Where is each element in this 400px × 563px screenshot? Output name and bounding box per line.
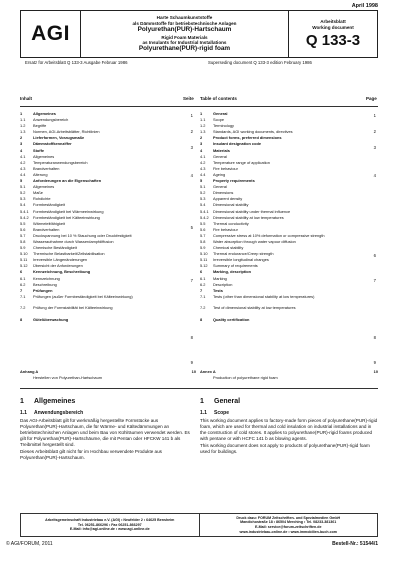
toc-entry-number: 4.1 (200, 153, 206, 159)
toc-page-number: 9 (373, 360, 376, 365)
toc-entry-title: Lieferformen, Vorzugsmaße (33, 135, 85, 141)
toc-entry-number: 4 (200, 147, 203, 153)
toc-entry-title: General (213, 184, 227, 190)
toc-page-number: 4 (190, 173, 193, 178)
toc-entry-title: Scope (213, 117, 225, 123)
toc-entry-number: 5.8 (200, 238, 206, 244)
title-en-line-2: as Insulants for Industrial Installations (142, 40, 227, 46)
issue-date: April 1998 (351, 3, 378, 9)
agi-logo: AGI (31, 22, 70, 45)
section-number-en: 1 (200, 398, 204, 405)
toc-entry-number: 5.6 (200, 226, 206, 232)
annex-de (20, 369, 196, 381)
toc-entry-number: 5.5 (20, 220, 26, 226)
toc-entry-title: Anforderungen an die Eigenschaften (33, 178, 102, 184)
toc-entry-number: 5.4.2 (20, 214, 29, 220)
toc-entry-title: Rohdichte (33, 196, 51, 202)
toc-entry-number: 5.4.2 (200, 214, 209, 220)
toc-entry-number: 5.3 (20, 196, 26, 202)
toc-entry-title: Stoffe (33, 147, 45, 153)
publisher-footer (20, 513, 378, 537)
toc-entry-title: Apparent density (213, 196, 243, 202)
toc-entry-number: 7.1 (200, 293, 206, 299)
annex-text-en: Production of polyurethane rigid foam (213, 375, 278, 380)
toc-entry (20, 317, 196, 323)
toc-entry-title: Tests (other than dimensional stability at low temperatures) (213, 293, 315, 299)
toc-entry-title: Ageing (213, 171, 226, 177)
footer-left-line-1: Arbeitsgemeinschaft Industriebau e.V. (AGI) • Neufelder 2 • 64625 Bensheim (45, 518, 175, 523)
annex-label-de: Anhang A (20, 369, 39, 374)
toc-page-number: 1 (373, 113, 376, 118)
toc-page-number: 4 (373, 173, 376, 178)
subsection-title-de: Anwendungsbereich (34, 410, 84, 416)
toc-entry-title: Fire behaviour (213, 226, 238, 232)
toc-entry-title: Dimensional stability under thermal influence (213, 208, 291, 214)
toc-entry-number: 1.3 (200, 129, 206, 135)
annex-label-en: Annex A (200, 369, 216, 374)
toc-list-de (20, 111, 196, 323)
paragraph-de-1: Das AGI-Arbeitsblatt gilt für werkmäßig hergestellte Formstücke aus Polyurethan(PUR)-Hartschaum, die für Wärme- und Kältedämmungen an betriebstechnischen Anlagen und beim Bau von Kühlräumen verwendet werden. Es gilt für Polyurethan(PUR)-Hartschäume, die mit Pentan oder HFCKW 141 b als Treibmittel hergestellt sind. (20, 418, 190, 447)
toc-entry-number: 5.9 (20, 245, 26, 251)
toc-entry-number: 5.4 (20, 202, 26, 208)
toc-entry-title: Tests (213, 287, 223, 293)
toc-entry-title: Irreversible Längenänderungen (33, 257, 88, 263)
footer-agi-address (21, 514, 200, 536)
toc-entry-title: Maße (33, 190, 43, 196)
toc-entry-title: Formbeständigkeit (33, 202, 66, 208)
toc-entry-title: Materials (213, 147, 230, 153)
toc-entry-title: Compressive stress at 10% deformation or compressive strength (213, 232, 325, 238)
section-number-de: 1 (20, 398, 24, 405)
toc-entry-number: 7 (200, 287, 203, 293)
toc-entry-number: 5.2 (200, 190, 206, 196)
toc-entry-number: 5.1 (20, 184, 26, 190)
subsection-number-de: 1.1 (20, 410, 27, 416)
toc-entry-number: 3 (200, 141, 203, 147)
toc-entry-title: Gütelüberwachung (33, 316, 69, 322)
title-block (81, 11, 289, 57)
toc-page-number: 8 (373, 335, 376, 340)
copyright: © AGI/FORUM, 2011 (6, 541, 53, 547)
toc-page-number: 3 (190, 145, 193, 150)
subsection-heading-en (200, 410, 378, 416)
toc-entry-title: Chemical stability (213, 245, 244, 251)
toc-entry-title: Standards, AGI working documents, directives (213, 129, 293, 135)
toc-entry-number: 6.2 (20, 281, 26, 287)
toc-entry-title: Irreversible longitudinal changes (213, 257, 269, 263)
toc-entry-number: 7 (20, 287, 23, 293)
toc-entry-title: Insulant designation code (213, 141, 261, 147)
toc-page-number: 5 (190, 225, 193, 230)
footer-left-line-2: Tel. 06251-866296 • Fax 06251-866297 (77, 522, 142, 527)
toc-entry-title: Thermische Belastbarkeit/Zellstabilisation (33, 251, 105, 257)
toc-entry-title: Normen, AGI-Arbeitsblätter, Richtlinien (33, 129, 100, 135)
toc-entry-title: Anwendungsbereich (33, 117, 69, 123)
toc-entry-number: 4.3 (20, 165, 26, 171)
toc-entry-number: 5.1 (200, 184, 206, 190)
toc-entry-title: Kennzeichnung, Beschreibung (33, 269, 91, 275)
footer-right-line-4: www.industriebau-online.de • www.immobilien-buch.com (239, 529, 337, 534)
toc-entry-number: 5.4 (200, 202, 206, 208)
toc-entry-number: 4 (20, 147, 23, 153)
subsection-heading-de (20, 410, 194, 416)
toc-entry-title: General (213, 153, 227, 159)
toc-entry-title: Test of dimensional stability at low temperatures (213, 305, 296, 311)
supersedes-de: Ersatz für Arbeitsblatt Q 133-3 Ausgabe Februar 1986 (25, 60, 128, 65)
title-en-line-3: Polyurethane(PUR)-rigid foam (138, 45, 231, 53)
toc-entry-number: 5.11 (200, 257, 208, 263)
toc-entry-number: 5.7 (200, 232, 206, 238)
section-heading-de (20, 398, 194, 405)
toc-entry-title: Prüfungen (außer Formbeständigkeit bei Kälteeinwirkung) (33, 293, 133, 299)
toc-entry-title: Terminology (213, 123, 234, 129)
toc-entry-number: 5.6 (20, 226, 26, 232)
toc-list-en (200, 111, 378, 323)
toc-page-number: 7 (190, 278, 193, 283)
toc-entry-number: 5.2 (20, 190, 26, 196)
toc-entry-number: 5.3 (200, 196, 206, 202)
toc-entry-number: 5.10 (200, 251, 208, 257)
toc-entry-number: 5.8 (20, 238, 26, 244)
title-de-line-2: als Dämmstoffe für betriebstechnische Anlagen (132, 20, 237, 26)
toc-entry-title: Allgemeines (33, 184, 55, 190)
toc-page-label-en: Page (366, 96, 377, 101)
toc-entry (200, 294, 378, 306)
toc-entry-number: 7.2 (20, 305, 26, 311)
toc-entry-title: Marking, description (213, 269, 252, 275)
toc-entry-number: 5.7 (20, 232, 26, 238)
toc-entry-number: 5.4.1 (20, 208, 29, 214)
toc-entry-title: Dimensional stability (213, 202, 249, 208)
toc-page-number: 2 (373, 129, 376, 134)
bottom-line (6, 541, 378, 547)
toc-entry (200, 317, 378, 323)
subsection-title-en: Scope (214, 410, 230, 416)
toc-entry-number: 2 (20, 135, 23, 141)
toc-entry-title: Brandverhalten (33, 226, 60, 232)
toc-entry-title: Allgemeines (33, 153, 55, 159)
toc-entry-title: Alterung (33, 171, 48, 177)
toc-page-number: 8 (190, 335, 193, 340)
section-title-de: Allgemeines (34, 398, 76, 405)
toc-entry-title: Beschreibung (33, 281, 57, 287)
toc-entry-title: Dimensional stability at low temperatures (213, 214, 284, 220)
toc-entry-number: 6.1 (20, 275, 26, 281)
toc-entry (20, 305, 196, 317)
toc-entry-number: 5.12 (200, 263, 208, 269)
toc-entry-number: 2 (200, 135, 203, 141)
toc-entry-title: Fire behaviour (213, 165, 238, 171)
toc-page-number: 1 (190, 113, 193, 118)
toc-entry-number: 5.5 (200, 220, 206, 226)
toc-entry-number: 6 (200, 269, 203, 275)
annex-page-de: 10 (191, 369, 196, 374)
toc-entry-title: Druckspannung bei 10 % Stauchung oder Druckfestigkeit (33, 232, 132, 238)
toc-entry-number: 1.2 (20, 123, 26, 129)
toc-entry (200, 305, 378, 317)
toc-entry-number: 4.4 (20, 171, 26, 177)
paragraph-en-2: This working document does not apply to products of polyurethane(PUR)-rigid foam used for buildings. (200, 443, 370, 454)
toc-entry-number: 5 (20, 178, 23, 184)
footer-left-line-3: E-Mail: info@agi-online.de • www.agi-online.de (69, 527, 150, 532)
toc-entry-title: Temperaturanwendungsbereich (33, 159, 88, 165)
toc-entry-title: Prüfungen (33, 287, 53, 293)
toc-entry (20, 294, 196, 306)
toc-entry-number: 1.2 (200, 123, 206, 129)
toc-entry-number: 6.1 (200, 275, 206, 281)
toc-entry-title: Dimensions (213, 190, 234, 196)
toc-entry-number: 5.10 (20, 251, 28, 257)
document-header (20, 10, 378, 58)
title-de-line-3: Polyurethan(PUR)-Hartschaum (137, 26, 232, 34)
annex-page-en: 10 (373, 369, 378, 374)
section-title-en: General (214, 398, 241, 405)
toc-page-number: 2 (190, 129, 193, 134)
title-de-line-1: Harte Schaumkunststoffe (156, 15, 213, 21)
toc-entry-title: Kennzeichnung (33, 275, 60, 281)
toc-entry-number: 4.2 (200, 159, 206, 165)
toc-entry-title: Allgemeines (33, 111, 56, 116)
toc-entry-title: Quality certification (213, 316, 250, 322)
supersedes-row (20, 60, 378, 65)
annex-en (200, 369, 378, 381)
toc-entry-number: 7.2 (200, 305, 206, 311)
sheet-label-en: Working document (312, 24, 354, 30)
toc-entry-title: General (213, 111, 228, 116)
toc-entry-title: Temperature range of application (213, 159, 270, 165)
toc-entry-title: Product forms, preferred dimensions (213, 135, 282, 141)
toc-entry-title: Thermal endurance/Creep strength (213, 251, 274, 257)
toc-top-rule (20, 106, 378, 107)
paragraph-de-2: Dieses Arbeitsblatt gilt nicht für im Hochbau verwendete Produkte aus Polyurethan(PUR)-Hartschaum. (20, 449, 162, 460)
sheet-label-de: Arbeitsblatt (320, 19, 346, 25)
toc-entry-number: 4.1 (20, 153, 26, 159)
toc-entry-title: Summary of requirements (213, 263, 258, 269)
footer-printer-address (200, 514, 378, 536)
toc-entry-title: Übersicht der Anforderungen (33, 263, 83, 269)
toc-entry-title: Marking (213, 275, 227, 281)
section-de (20, 398, 194, 462)
toc-entry-number: 5 (200, 178, 203, 184)
footer-right-line-2: Mandichostraße 18 • 86504 Merching • Tel. 08233-381361 (240, 520, 337, 525)
toc-entry-number: 5.4.1 (200, 208, 209, 214)
title-en-line-1: Rigid Foam Materials (161, 34, 208, 40)
toc-entry-title: Property requirements (213, 178, 255, 184)
toc-entry-number: 3 (20, 141, 23, 147)
toc-entry-title: Brandverhalten (33, 165, 60, 171)
toc-page-number: 7 (373, 278, 376, 283)
annex-text-de: Herstellen von Polyurethan-Hartschaum (33, 375, 102, 380)
toc-entry-number: 1.3 (20, 129, 26, 135)
toc-entry-title: Begriffe (33, 123, 47, 129)
toc-entry-number: 1 (200, 111, 203, 116)
toc-page-number: 6 (373, 253, 376, 258)
logo-cell (21, 11, 81, 57)
toc-page-number: 9 (190, 360, 193, 365)
document-code-cell (289, 11, 377, 57)
section-en (200, 398, 378, 456)
toc-entry-number: 5.9 (200, 245, 206, 251)
toc-entry-number: 1 (20, 111, 23, 116)
toc-entry-title: Formbeständigkeit bei Kälteeinwirkung (33, 214, 100, 220)
toc-entry-number: 8 (20, 316, 23, 322)
toc-entry-title: Chemische Beständigkeit (33, 245, 77, 251)
toc-entry-number: 5.12 (20, 263, 28, 269)
section-heading-en (200, 398, 378, 405)
order-number: Bestell-Nr.: 51544/1 (332, 541, 378, 547)
document-code: Q 133-3 (305, 31, 361, 49)
toc-entry-number: 1.1 (20, 117, 26, 123)
footer-right-line-3: E-Mail: service@forum-zeitschriften.de (255, 525, 322, 529)
toc-heading-en: Table of contents (200, 96, 237, 101)
toc-entry-number: 4.3 (200, 165, 206, 171)
footer-right-line-1: Druck dazu: FORUM Zeitschriften- und Spezialmedien GmbH (236, 515, 341, 520)
toc-entry-number: 8 (200, 316, 203, 322)
toc-entry-title: Wasseraufnahme durch Wasserdampfdiffusion (33, 238, 114, 244)
toc-entry-title: Prüfung der Formstabilität bei Kälteeinwirkung (33, 305, 113, 311)
toc-entry-number: 6.2 (200, 281, 206, 287)
toc-entry-title: Thermal conductivity (213, 220, 249, 226)
toc-heading-de: Inhalt (20, 96, 32, 101)
toc-entry-number: 6 (20, 269, 23, 275)
toc-page-number: 3 (373, 145, 376, 150)
subsection-number-en: 1.1 (200, 410, 207, 416)
section-rule (20, 388, 378, 389)
toc-entry-title: Description (213, 281, 233, 287)
paragraph-en-1: This working document applies to factory-made form pieces of polyurethane(PUR)-rigid foam, which are used for thermal and cold insulation on industrial installations and in the construction of cold stores. It applies to polyurethane(PUR)-rigid foams produced with pentane or with HCFC 141 b as blowing agents. (200, 418, 378, 441)
toc-entry-title: Wärmeleitfähigkeit (33, 220, 66, 226)
toc-entry-number: 4.4 (200, 171, 206, 177)
toc-entry-number: 4.2 (20, 159, 26, 165)
toc-entry-number: 5.11 (20, 257, 28, 263)
toc-page-label-de: Seite (183, 96, 194, 101)
toc-entry-title: Dämmstoffkennziffer (33, 141, 72, 147)
toc-entry-title: Formbeständigkeit bei Wärmeeinwirkung (33, 208, 104, 214)
supersedes-en: Superseding document Q 133-3 edition February 1986 (208, 60, 312, 65)
toc-entry-number: 7.1 (20, 293, 26, 299)
toc-entry-title: Water absorption through water vapour diffusion (213, 238, 296, 244)
toc-entry-number: 1.1 (200, 117, 206, 123)
